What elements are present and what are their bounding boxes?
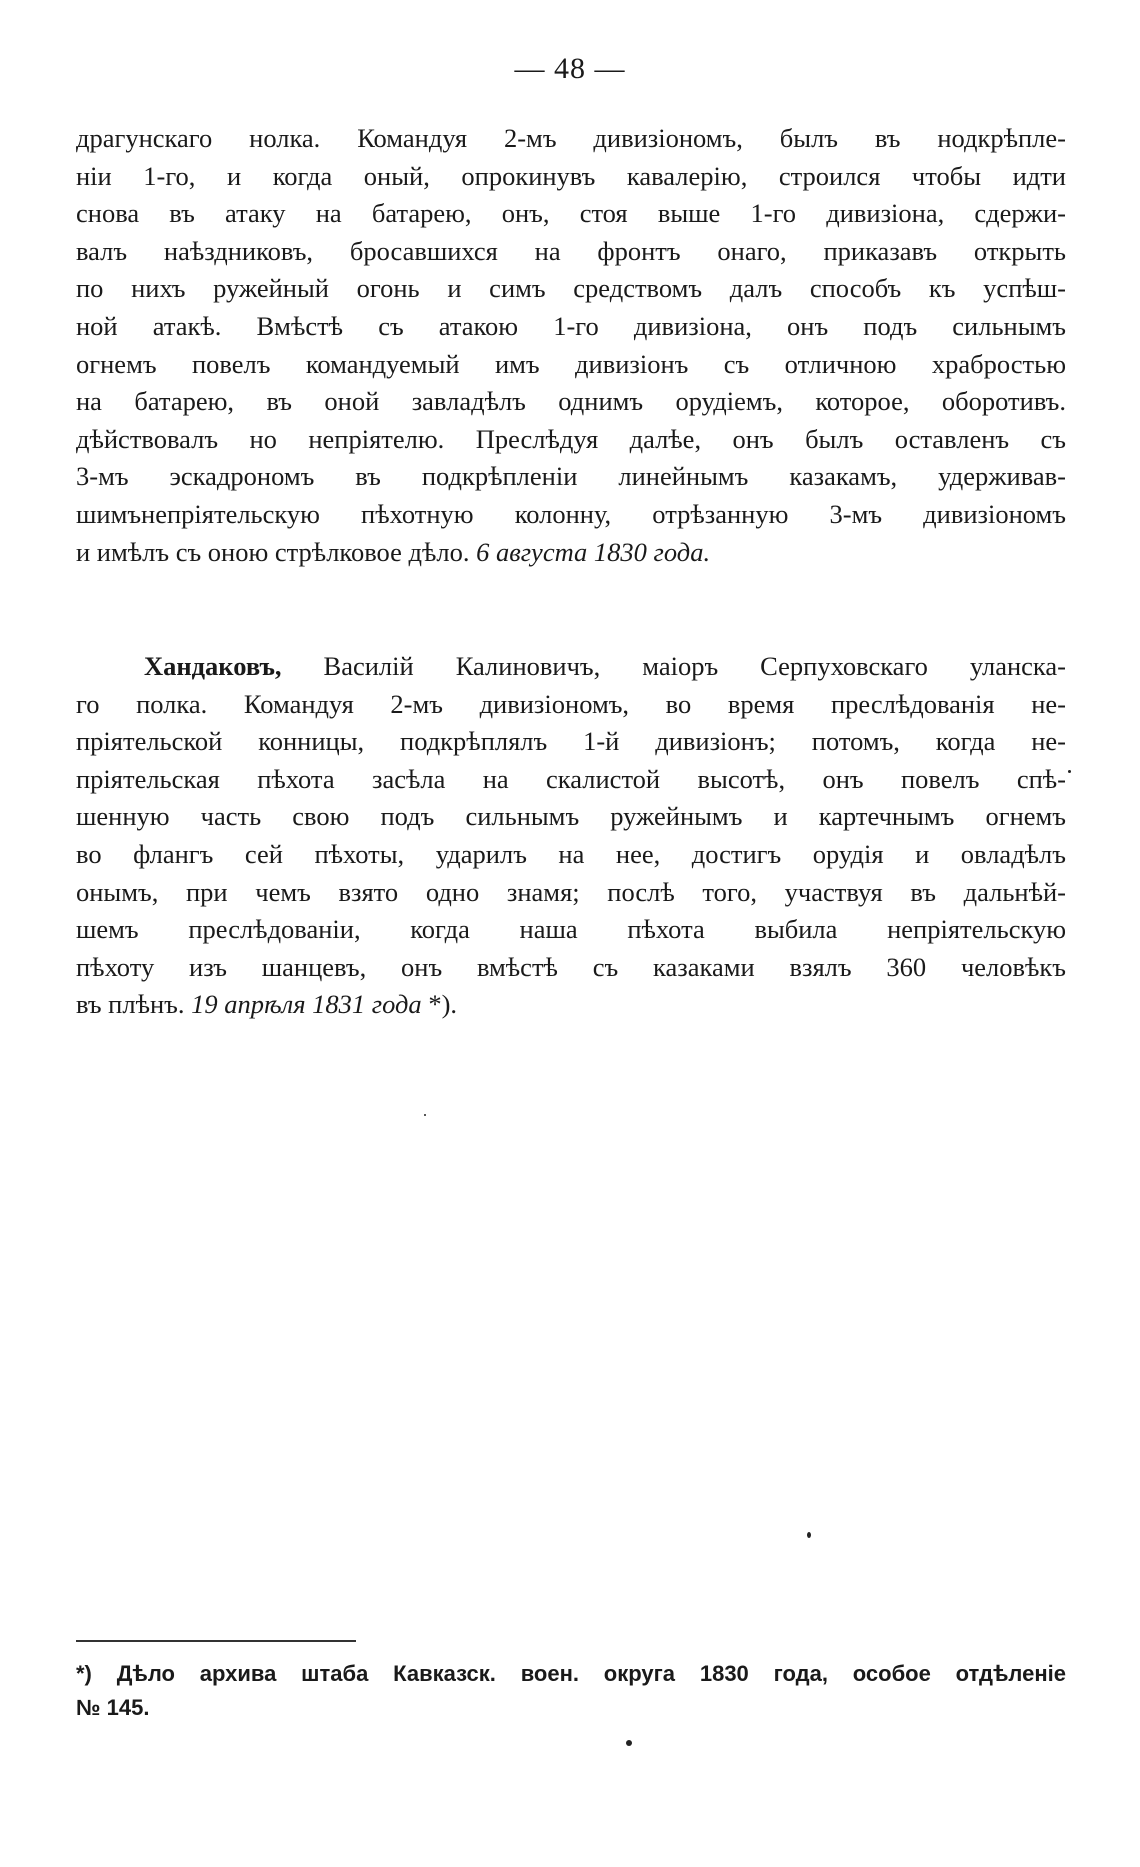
text-line: пѣхоту изъ шанцевъ, онъ вмѣстѣ съ казаками взялъ 360 человѣкъ bbox=[76, 951, 1066, 982]
line-text: Василій Калиновичъ, маіоръ Серпуховскаго уланска- bbox=[281, 651, 1066, 681]
footnote bbox=[76, 1657, 1066, 1725]
entry-paragraph-2 bbox=[76, 648, 1066, 1024]
footnote-line: *) Дѣло архива штаба Кавказск. воен. округа 1830 года, особое отдѣленіе bbox=[76, 1661, 1066, 1686]
text-line-last bbox=[76, 534, 1066, 572]
line-text: и имѣлъ съ оною стрѣлковое дѣло. bbox=[76, 536, 470, 567]
text-line: дѣйствовалъ но непріятелю. Преслѣдуя далѣе, онъ былъ оставленъ съ bbox=[76, 423, 1066, 454]
scan-speck bbox=[807, 1532, 811, 1538]
scan-speck bbox=[1068, 770, 1071, 773]
entry-date: 6 августа 1830 года. bbox=[476, 536, 711, 567]
text-line: по нихъ ружейный огонь и симъ средствомъ далъ способъ къ успѣш- bbox=[76, 273, 1066, 304]
text-line: 3-мъ эскадрономъ въ подкрѣпленіи линейнымъ казакамъ, удерживав- bbox=[76, 461, 1066, 492]
text-line: драгунскаго нолка. Командуя 2-мъ дивизіономъ, былъ въ нодкрѣпле- bbox=[76, 123, 1066, 153]
text-line-first bbox=[76, 648, 1066, 686]
scan-speck bbox=[424, 1114, 426, 1116]
text-line: ной атакѣ. Вмѣстѣ съ атакою 1-го дивизіона, онъ подъ сильнымъ bbox=[76, 310, 1066, 341]
text-line: го полка. Командуя 2-мъ дивизіономъ, во время преслѣдованія не- bbox=[76, 688, 1066, 719]
entry-paragraph-1 bbox=[76, 120, 1066, 571]
footnote-line: № 145. bbox=[76, 1695, 150, 1720]
text-line: снова въ атаку на батарею, онъ, стоя выше 1-го дивизіона, сдержи- bbox=[76, 198, 1066, 229]
text-line: пріятельской конницы, подкрѣплялъ 1-й дивизіонъ; потомъ, когда не- bbox=[76, 726, 1066, 757]
text-line: на батарею, въ оной завладѣлъ однимъ орудіемъ, которое, оборотивъ. bbox=[76, 386, 1066, 417]
line-text: въ плѣнъ. bbox=[76, 989, 185, 1020]
text-line: шимънепріятельскую пѣхотную колонну, отрѣзанную 3-мъ дивизіономъ bbox=[76, 498, 1066, 529]
scan-speck bbox=[626, 1740, 632, 1746]
text-line-last bbox=[76, 986, 1066, 1024]
text-line: огнемъ повелъ командуемый имъ дивизіонъ съ отличною храбростью bbox=[76, 348, 1066, 379]
text-line: пріятельская пѣхота засѣла на скалистой высотѣ, онъ повелъ спѣ- bbox=[76, 763, 1066, 794]
footnote-reference: *). bbox=[421, 989, 458, 1020]
entry-date: 19 апрѣля 1831 года bbox=[191, 989, 422, 1020]
text-line: шемъ преслѣдованіи, когда наша пѣхота выбила непріятельскую bbox=[76, 914, 1066, 945]
text-line: во флангъ сей пѣхоты, ударилъ на нее, достигъ орудія и овладѣлъ bbox=[76, 838, 1066, 869]
text-line: онымъ, при чемъ взято одно знамя; послѣ того, участвуя въ дальнѣй- bbox=[76, 876, 1066, 907]
footnote-divider bbox=[76, 1640, 356, 1642]
text-line: ніи 1-го, и когда оный, опрокинувъ кавалерію, строился чтобы идти bbox=[76, 160, 1066, 191]
text-line: валъ наѣздниковъ, бросавшихся на фронтъ онаго, приказавъ открыть bbox=[76, 235, 1066, 266]
text-line: шенную часть свою подъ сильнымъ ружейнымъ и картечнымъ огнемъ bbox=[76, 801, 1066, 832]
person-name: Хандаковъ, bbox=[144, 651, 282, 681]
page-number: — 48 — bbox=[514, 52, 626, 85]
